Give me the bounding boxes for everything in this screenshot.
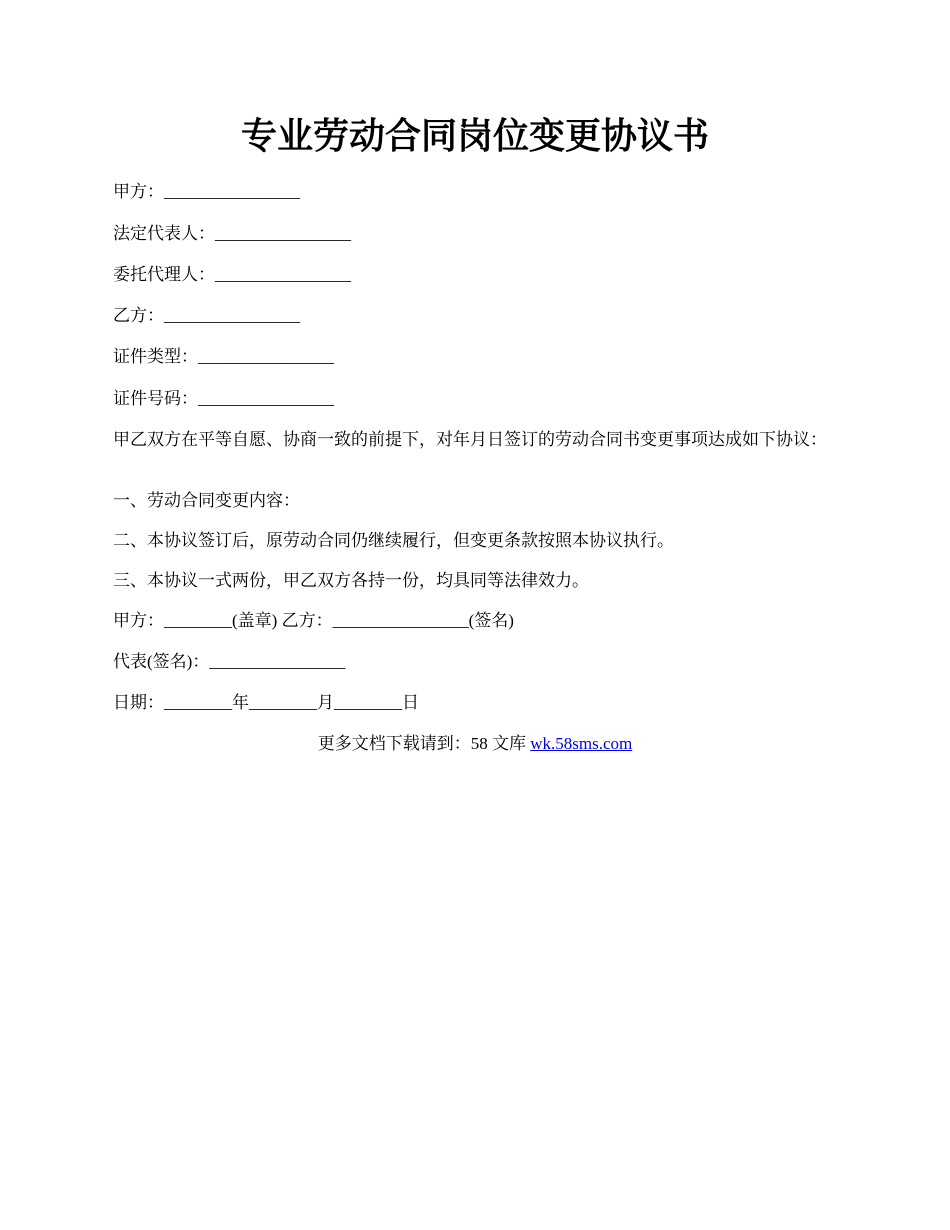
document-title: 专业劳动合同岗位变更协议书 [240, 115, 709, 157]
party-b-line: 乙方：________________ [113, 306, 300, 325]
representative-signature-line: 代表(签名)：________________ [113, 652, 346, 671]
legal-representative-line: 法定代表人：________________ [113, 224, 351, 243]
signature-line: 甲方：________(盖章) 乙方：________________(签名) [113, 611, 514, 630]
clause-one: 一、劳动合同变更内容： [113, 491, 300, 510]
download-footer [0, 733, 950, 755]
id-number-line: 证件号码：________________ [113, 389, 334, 408]
footer-text: 更多文档下载请到：58 文库 [317, 734, 531, 753]
date-line: 日期：________年________月________日 [113, 693, 419, 712]
clause-two: 二、本协议签订后，原劳动合同仍继续履行，但变更条款按照本协议执行。 [113, 531, 674, 550]
party-a-line: 甲方：________________ [113, 182, 300, 201]
authorized-agent-line: 委托代理人：________________ [113, 265, 351, 284]
agreement-preamble: 甲乙双方在平等自愿、协商一致的前提下，对年月日签订的劳动合同书变更事项达成如下协议： [113, 430, 827, 449]
footer-link[interactable]: wk.58sms.com [530, 734, 633, 753]
clause-three: 三、本协议一式两份，甲乙双方各持一份，均具同等法律效力。 [113, 571, 589, 590]
id-type-line: 证件类型：________________ [113, 347, 334, 366]
